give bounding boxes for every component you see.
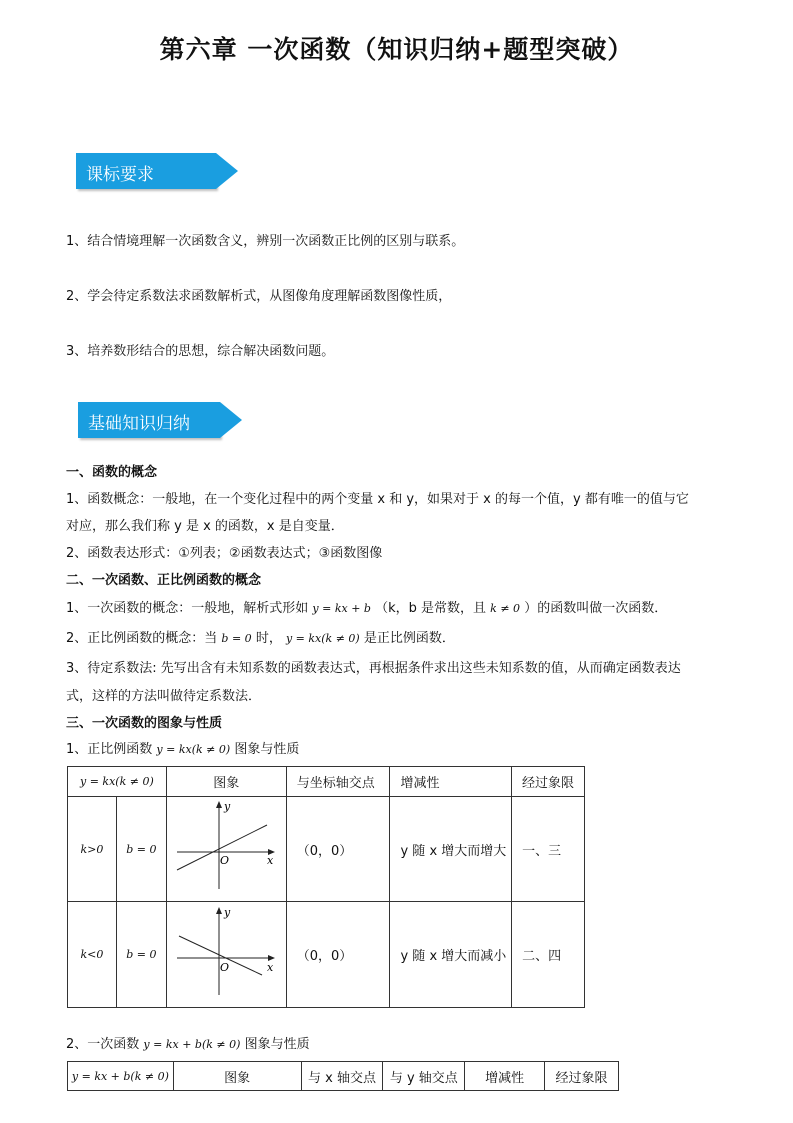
paragraph-proportional-def	[66, 627, 455, 646]
text: 是正比例函数．	[363, 631, 455, 646]
cell-trend: y 随 x 增大而增大	[390, 797, 512, 902]
x-axis-label: x	[267, 854, 274, 867]
paragraph-function-def-2: 对应，那么我们称 y 是 x 的函数，x 是自变量．	[66, 519, 344, 534]
cell-quadrants: 二、四	[512, 902, 585, 1008]
header-graph: 图象	[173, 1062, 301, 1091]
formula: y = kx(k ≠ 0)	[156, 743, 231, 756]
cell-quadrants: 一、三	[512, 797, 585, 902]
y-axis-arrow-icon	[216, 801, 222, 808]
text: 图象与性质	[234, 742, 300, 757]
page-title: 第六章 一次函数（知识归纳+题型突破）	[159, 35, 634, 64]
formula: y = kx + b(k ≠ 0)	[143, 1038, 241, 1051]
header-quadrants: 经过象限	[545, 1062, 619, 1091]
origin-label: O	[220, 960, 230, 974]
cell-k	[68, 797, 117, 902]
header-quadrants: 经过象限	[512, 767, 585, 797]
text: 时，	[255, 631, 282, 646]
paragraph-linear-def	[66, 597, 667, 616]
paragraph-function-forms: 2、函数表达形式：①列表；②函数表达式；③函数图像	[66, 546, 383, 561]
section-banner-curriculum	[76, 153, 236, 189]
header-intercept: 与坐标轴交点	[286, 767, 390, 797]
cell-b	[116, 797, 166, 902]
table-header-row	[68, 767, 585, 797]
subheading-linear	[66, 1033, 310, 1052]
paragraph-undetermined-2: 式，这样的方法叫做待定系数法．	[66, 689, 262, 704]
paragraph-undetermined-1: 3、待定系数法: 先写出含有未知系数的函数表达式，再根据条件求出这些未知系数的值，从而确定函数表达	[66, 661, 681, 676]
formula: y = kx(k ≠ 0)	[79, 775, 154, 788]
header-y-intercept: 与 y 轴交点	[383, 1062, 465, 1091]
cell-intercept: （0，0）	[286, 902, 390, 1008]
subheading-proportional	[66, 738, 299, 757]
k-condition: k>0	[80, 842, 104, 856]
text: ）的函数叫做一次函数．	[524, 601, 668, 616]
heading-graph-properties: 三、一次函数的图象与性质	[66, 716, 223, 731]
formula: y = kx(k ≠ 0)	[285, 632, 360, 645]
formula: y = kx + b(k ≠ 0)	[71, 1069, 169, 1083]
y-axis-label: y	[224, 800, 231, 813]
cell-b	[116, 902, 166, 1008]
curriculum-item-3: 3、培养数形结合的思想，综合解决函数问题。	[66, 344, 335, 359]
graph-increasing	[167, 797, 285, 897]
table-row	[68, 902, 585, 1008]
cell-graph	[166, 902, 286, 1008]
curriculum-item-1: 1、结合情境理解一次函数含义，辨别一次函数正比例的区别与联系。	[66, 234, 465, 249]
header-trend: 增减性	[390, 767, 512, 797]
section-banner-knowledge	[78, 402, 241, 438]
cell-intercept: （0，0）	[286, 797, 390, 902]
text: 图象与性质	[244, 1037, 310, 1052]
b-condition: b = 0	[126, 842, 157, 856]
banner-label: 课标要求	[86, 165, 154, 185]
y-axis-arrow-icon	[216, 907, 222, 914]
header-formula	[68, 1062, 174, 1091]
heading-linear-concept: 二、一次函数、正比例函数的概念	[66, 573, 262, 588]
header-x-intercept: 与 x 轴交点	[301, 1062, 383, 1091]
text: 1、正比例函数	[66, 742, 153, 757]
k-condition: k<0	[80, 948, 104, 961]
formula: k ≠ 0	[490, 602, 521, 615]
y-axis-label: y	[224, 905, 231, 919]
heading-function-concept: 一、函数的概念	[66, 465, 158, 480]
text: 1、一次函数的概念：一般地，解析式形如	[66, 601, 309, 616]
curriculum-item-2: 2、学会待定系数法求函数解析式，从图像角度理解函数图像性质，	[66, 289, 452, 304]
header-formula	[68, 767, 167, 797]
formula: y = kx + b	[312, 602, 371, 615]
table-header-row	[68, 1062, 619, 1091]
paragraph-function-def-1: 1、函数概念：一般地，在一个变化过程中的两个变量 x 和 y，如果对于 x 的每一个值，y 都有唯一的值与它	[66, 492, 689, 507]
banner-label: 基础知识归纳	[88, 414, 190, 434]
text: 2、一次函数	[66, 1037, 140, 1052]
proportional-function-table	[67, 766, 585, 1008]
cell-graph	[166, 797, 286, 902]
linear-function-table	[67, 1061, 619, 1091]
cell-trend: y 随 x 增大而减小	[390, 902, 512, 1008]
x-axis-label: x	[267, 960, 274, 974]
graph-decreasing	[167, 903, 285, 1003]
header-trend: 增减性	[465, 1062, 545, 1091]
origin-label: O	[220, 854, 230, 867]
text: （k，b 是常数，且	[375, 601, 487, 616]
table-row	[68, 797, 585, 902]
b-condition: b = 0	[126, 948, 157, 961]
formula: b = 0	[221, 632, 252, 645]
header-graph: 图象	[166, 767, 286, 797]
cell-k	[68, 902, 117, 1008]
text: 2、正比例函数的概念：当	[66, 631, 218, 646]
